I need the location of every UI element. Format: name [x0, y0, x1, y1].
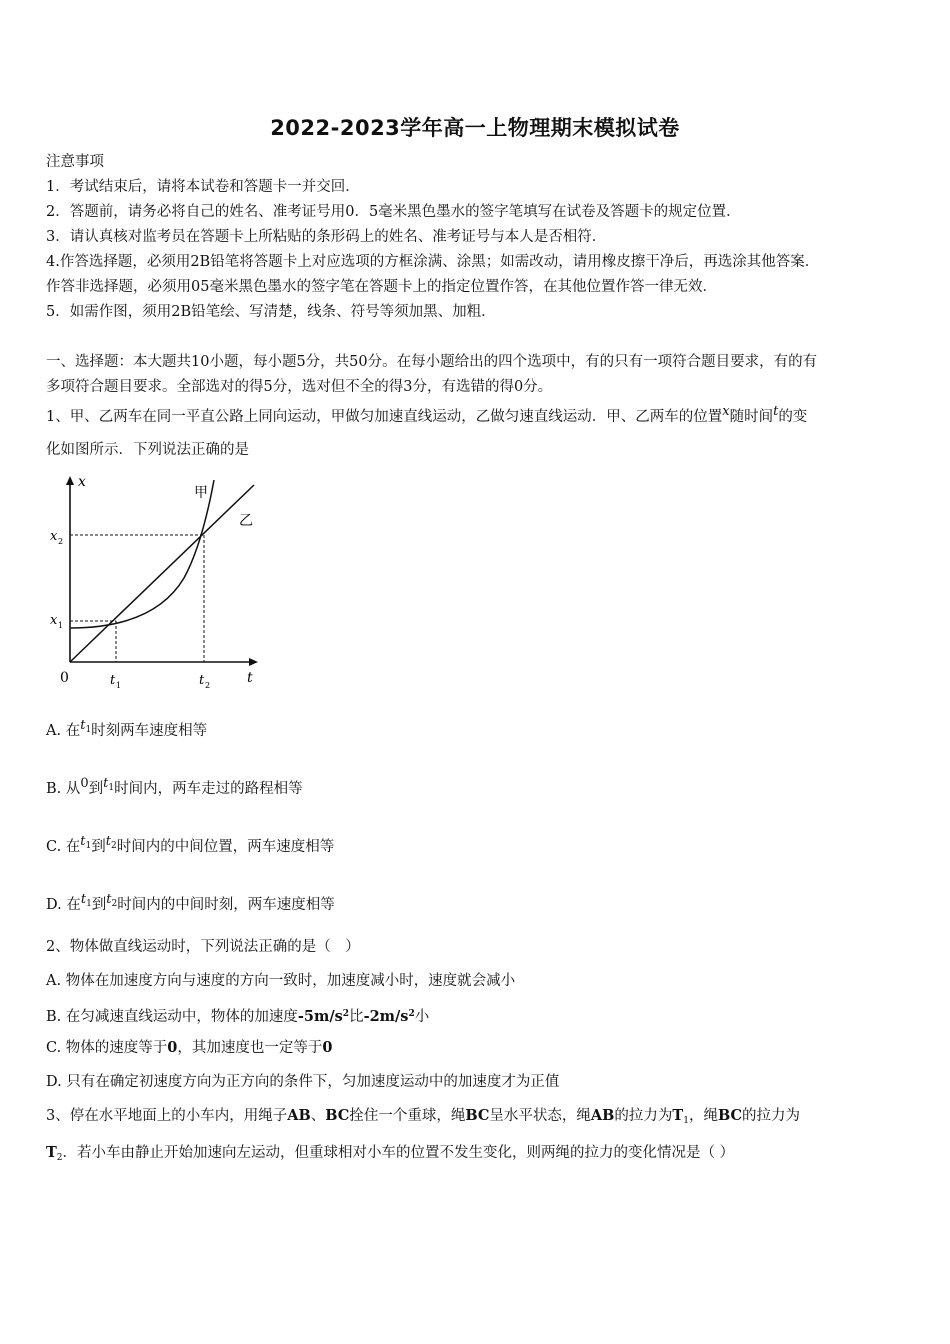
- x2-sub: 2: [58, 537, 64, 546]
- q1-b-t1: $t_1$: [103, 776, 115, 793]
- notice-heading: 注意事项: [46, 154, 104, 170]
- q2-c-pre: C. 物体的速度等于: [46, 1040, 168, 1056]
- q1-c-mid: 到: [91, 839, 106, 855]
- q2-stem: 2、物体做直线运动时，下列说法正确的是（ ）: [46, 939, 360, 955]
- q1-d-pre: D. 在: [46, 897, 81, 913]
- q1-a-post: 时刻两车速度相等: [91, 723, 208, 739]
- q1-a-t1: $t_1$: [80, 718, 92, 735]
- q2-b-pre: B. 在匀减速直线运动中，物体的加速度: [46, 1009, 298, 1025]
- q2-c-zero-1: 0: [167, 1039, 178, 1056]
- notice-item-1: 1．考试结束后，请将本试卷和答题卡一并交回．: [46, 179, 360, 195]
- q1-option-a[interactable]: [46, 716, 207, 741]
- q1-b-pre: B. 从: [46, 781, 81, 797]
- notice-item-4: 4.作答选择题，必须用2B铅笔将答题卡上对应选项的方框涂满、涂黑；如需改动，请用橡皮擦干净后，再选涂其他答案．: [46, 254, 820, 270]
- q1-position-time-graph: [44, 470, 264, 692]
- q2-b-v1: $-5m/s^2$: [297, 1008, 350, 1025]
- axis-t-label: t: [247, 670, 253, 686]
- q1-b-mid: 到: [88, 781, 104, 797]
- q1-c-pre: C. 在: [46, 839, 81, 855]
- x1-sub: 1: [58, 621, 64, 630]
- q1-d-mid: 到: [91, 897, 107, 913]
- t1-sub: 1: [116, 681, 122, 690]
- q1-option-b[interactable]: [46, 774, 303, 799]
- q1-var-x: x: [722, 404, 730, 419]
- notice-item-3: 3．请认真核对监考员在答题卡上所粘贴的条形码上的姓名、准考证号与本人是否相符．: [46, 229, 607, 245]
- section-instructions-2: 多项符合题目要求。全部选对的得5分，选对但不全的得3分，有选错的得0分。: [46, 379, 553, 395]
- q1-d-t1: $t_1$: [80, 892, 92, 909]
- page-title: 2022-2023学年高一上物理期末模拟试卷: [270, 116, 680, 140]
- line-yi: [70, 485, 254, 662]
- q3-stem-line2: $T_2$．若小车由静止开始加速向左运动，但重球相对小车的位置不发生变化，则两绳的拉力的变化情况是（ ）: [46, 1144, 735, 1163]
- q2-b-mid: 比: [349, 1009, 364, 1025]
- q1-c-t1: $t_1$: [80, 834, 92, 851]
- q1-stem: [46, 402, 807, 427]
- q1-var-t: t: [773, 404, 779, 419]
- x2-label: x: [50, 529, 58, 544]
- t-axis-arrow: [249, 658, 258, 666]
- q1-b-zero: 0: [80, 776, 89, 791]
- q2-c-mid: ，其加速度也一定等于: [177, 1040, 323, 1056]
- q1-option-d[interactable]: [46, 890, 335, 915]
- q2-c-zero-2: 0: [322, 1039, 333, 1056]
- notice-item-4-cont: 作答非选择题，必须用05毫米黑色墨水的签字笔在答题卡上的指定位置作答，在其他位置作答一律无效．: [46, 279, 717, 295]
- notice-item-5: 5．如需作图，须用2B铅笔绘、写清楚，线条、符号等须加黑、加粗．: [46, 304, 496, 320]
- q1-stem-text-a: 1、甲、乙两车在同一平直公路上同向运动，甲做匀加速直线运动，乙做匀速直线运动．甲、乙两车的位置: [46, 409, 723, 425]
- q3-stem-line1: 3、停在水平地面上的小车内，用绳子AB、BC拴住一个重球，绳BC呈水平状态，绳AB的拉力为$T_1$，绳BC的拉力为: [46, 1107, 801, 1126]
- t2-sub: 2: [205, 681, 211, 690]
- label-jia: 甲: [194, 485, 208, 501]
- q1-option-c[interactable]: [46, 832, 334, 857]
- section-instructions-1: 一、选择题：本大题共10小题，每小题5分，共50分。在每小题给出的四个选项中，有的只有一项符合题目要求，有的有: [46, 354, 818, 370]
- q2-b-post: 小: [414, 1009, 430, 1025]
- label-yi: 乙: [239, 513, 253, 529]
- origin-label: 0: [60, 670, 69, 686]
- q2-option-c[interactable]: [46, 1038, 332, 1058]
- q1-stem-text-b: 随时间: [729, 409, 774, 425]
- notice-item-2: 2．答题前，请务必将自己的姓名、准考证号用0．5毫米黑色墨水的签字笔填写在试卷及答题卡的规定位置．: [46, 204, 741, 220]
- t1-label: t: [110, 673, 116, 688]
- q1-d-t2: $t_2$: [106, 892, 118, 909]
- q1-c-t2: $t_2$: [105, 834, 117, 851]
- x1-label: x: [50, 613, 58, 628]
- q1-d-post: 时间内的中间时刻，两车速度相等: [117, 897, 335, 913]
- q1-b-post: 时间内，两车走过的路程相等: [114, 781, 303, 797]
- axis-x-label: x: [78, 474, 86, 490]
- q2-option-b[interactable]: [46, 1004, 429, 1027]
- q1-stem-line2: 化如图所示．下列说法正确的是: [46, 442, 249, 458]
- t2-label: t: [199, 673, 205, 688]
- q1-c-post: 时间内的中间位置，两车速度相等: [116, 839, 335, 855]
- q2-option-d[interactable]: D. 只有在确定初速度方向为正方向的条件下，匀加速度运动中的加速度才为正值: [46, 1074, 560, 1090]
- q1-stem-text-c: 的变: [778, 409, 808, 425]
- q2-option-a[interactable]: A. 物体在加速度方向与速度的方向一致时，加速度减小时，速度就会减小: [46, 973, 516, 989]
- curve-jia: [70, 480, 214, 628]
- q2-b-v2: $-2m/s^2$: [363, 1008, 415, 1025]
- q1-a-pre: A. 在: [46, 723, 81, 739]
- x-axis-arrow: [66, 476, 74, 485]
